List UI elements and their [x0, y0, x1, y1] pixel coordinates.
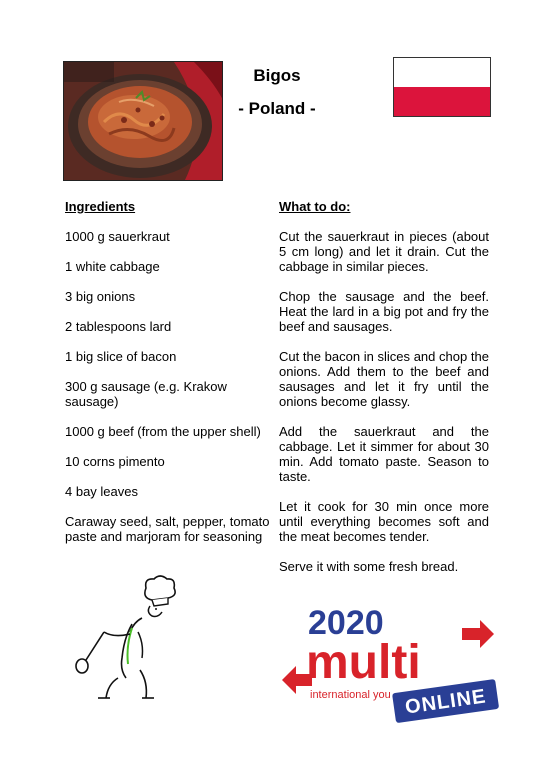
instruction-step: Serve it with some fresh bread. [279, 559, 459, 574]
chef-illustration [68, 574, 178, 704]
ingredient-item: 3 big onions [65, 289, 136, 304]
online-badge-label: ONLINE [403, 685, 488, 719]
ingredient-item: 10 corns pimento [65, 454, 165, 469]
instructions-heading: What to do: [279, 199, 351, 214]
ingredient-item: Caraway seed, salt, pepper, tomato paste and marjoram for seasoning [65, 514, 270, 544]
instruction-step: Cut the sauerkraut in pieces (about 5 cm long) and let it drain. Cut the cabbage in similar pieces. [279, 229, 489, 274]
ingredient-item: 1 big slice of bacon [65, 349, 177, 364]
chef-sketch-icon [68, 574, 178, 704]
bigos-dish-image [64, 62, 223, 181]
ingredient-item: 300 g sausage (e.g. Krakow sausage) [65, 379, 227, 409]
poland-flag [393, 57, 491, 117]
dish-photo [63, 61, 223, 181]
multi-logo-graphic [276, 600, 502, 730]
logo-tagline: international you [310, 689, 391, 701]
ingredient-item: 4 bay leaves [65, 484, 138, 499]
instruction-step: Chop the sausage and the beef. Heat the lard in a big pot and fry the beef and sausages. [279, 289, 489, 334]
instruction-step: Cut the bacon in slices and chop the onions. Add them to the beef and sausages and let it fry until the onions become glassy. [279, 349, 489, 409]
flag-red-stripe [394, 87, 490, 117]
logo-year: 2020 [308, 604, 384, 642]
ingredient-item: 1000 g sauerkraut [65, 229, 170, 244]
recipe-title: Bigos [253, 66, 301, 85]
multi-2020-logo [276, 600, 502, 730]
ingredients-heading: Ingredients [65, 199, 136, 214]
ingredient-item: 1000 g beef (from the upper shell) [65, 424, 261, 439]
ingredient-item: 2 tablespoons lard [65, 319, 172, 334]
logo-word: multi [306, 636, 421, 689]
instruction-step: Let it cook for 30 min once more until everything becomes soft and the meat becomes tender. [279, 499, 489, 544]
recipe-country: - Poland - [238, 99, 316, 118]
flag-white-stripe [394, 58, 490, 87]
instruction-step: Add the sauerkraut and the cabbage. Let it simmer for about 30 min. Add tomato paste. Season to taste. [279, 424, 489, 484]
instructions-section [279, 199, 489, 589]
ingredients-section [65, 199, 270, 559]
right-arrow-icon [462, 620, 494, 648]
ingredient-item: 1 white cabbage [65, 259, 160, 274]
